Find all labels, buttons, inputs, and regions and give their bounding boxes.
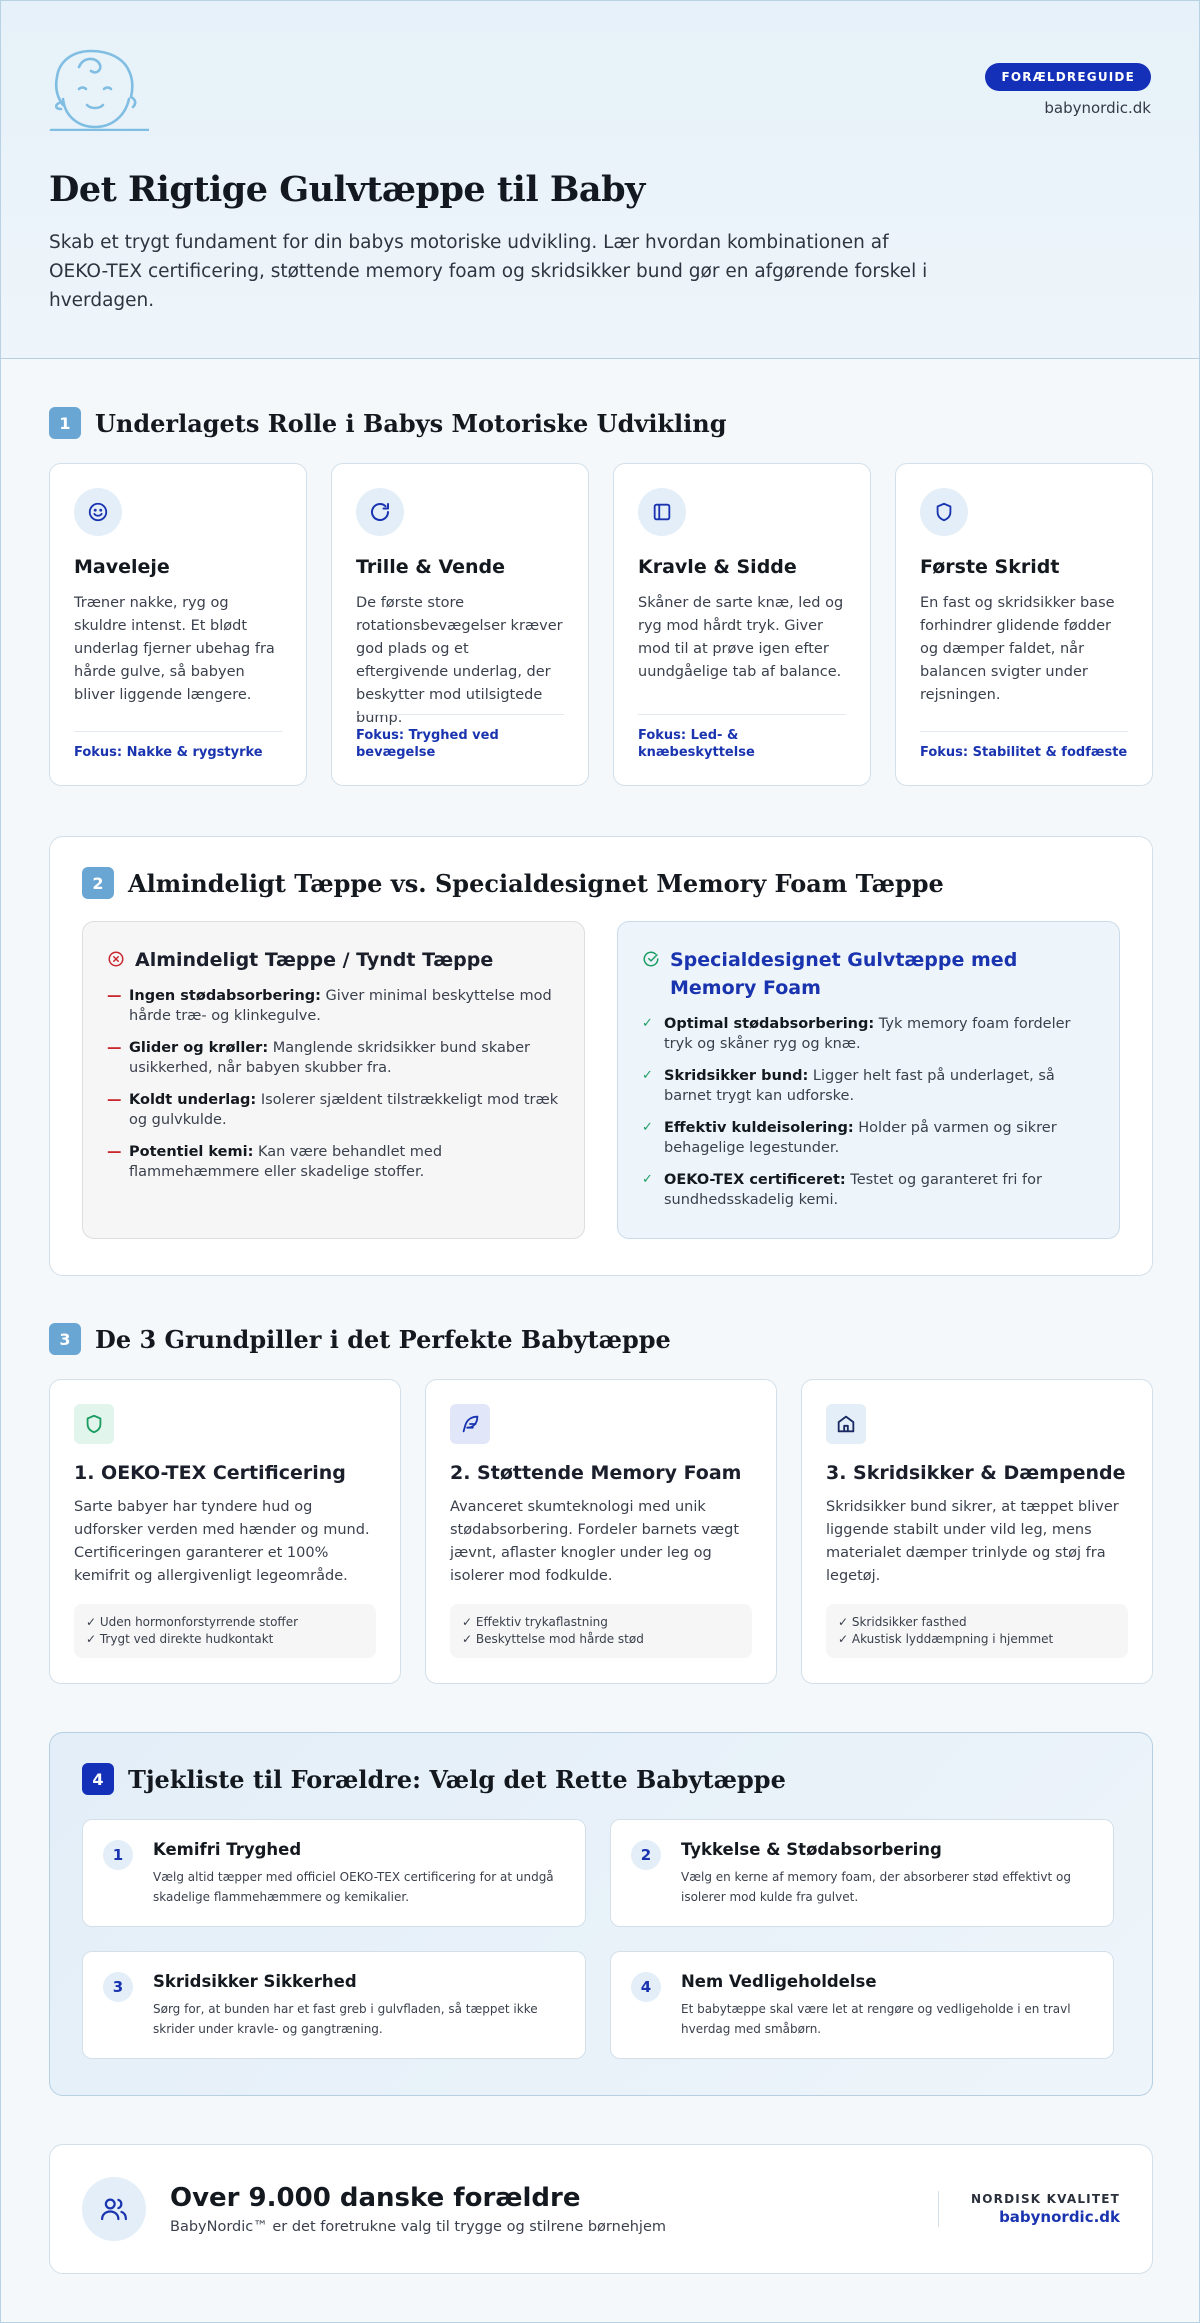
dash-icon: —: [107, 1092, 122, 1108]
stage-title: Trille & Vende: [356, 556, 506, 578]
downside-list: [107, 986, 560, 1182]
checklist-text: Sørg for, at bunden har et fast greb i gulvfladen, så tæppet ikke skrider under kravle- og gangtræning.: [153, 2002, 538, 2036]
checklist-text: Vælg en kerne af memory foam, der absorberer stød effektivt og isolerer mod kulde fra gulvet.: [681, 1870, 1071, 1904]
pillar-bullets: [74, 1604, 376, 1658]
pillar-text: Skridsikker bund sikrer, at tæppet bliver liggende stabilt under vild leg, mens materialet dæmper trinlyde og støj fra legetøj.: [826, 1499, 1119, 1584]
checklist-title: Skridsikker Sikkerhed: [153, 1972, 357, 1991]
comparison-title: Specialdesignet Gulvtæppe med Memory Foam: [670, 949, 1018, 999]
pillar-cards: [49, 1379, 1153, 1684]
comparison-title: Almindeligt Tæppe / Tyndt Tæppe: [135, 949, 494, 971]
comparison: [82, 921, 1120, 1239]
section-title: Underlagets Rolle i Babys Motoriske Udvikling: [95, 408, 727, 438]
section-heading: [49, 407, 1153, 439]
section-number: 1: [49, 407, 81, 439]
rotate-icon: [356, 488, 404, 536]
section-motor-development: [49, 407, 1153, 786]
comparison-heading: [642, 946, 1095, 1002]
checklist-number: 2: [631, 1840, 661, 1870]
stage-text: Træner nakke, ryg og skuldre intenst. Et blødt underlag fjerner ubehag fra hårde gulve, så babyen bliver liggende længere.: [74, 595, 275, 703]
stage-focus: Fokus: Stabilitet & fodfæste: [920, 731, 1128, 761]
checklist-number: 3: [103, 1972, 133, 2002]
checklist-number: 1: [103, 1840, 133, 1870]
footer-subtitle: BabyNordic™ er det foretrukne valg til trygge og stilrene børnehjem: [170, 2219, 667, 2235]
dash-icon: —: [107, 1144, 122, 1160]
memory-foam-rug-box: [617, 921, 1120, 1239]
section-number: 3: [49, 1323, 81, 1355]
dash-icon: —: [107, 1040, 122, 1056]
check-icon: ✓: [642, 1016, 653, 1031]
stage-title: Første Skridt: [920, 556, 1060, 578]
stage-card: [49, 463, 307, 786]
benefit-list: [642, 1014, 1095, 1210]
checklist-item: [82, 1951, 586, 2059]
pillar-card: [49, 1379, 401, 1684]
comparison-heading: [107, 946, 560, 974]
check-circle-icon: [642, 950, 660, 968]
pillar-bullets: [450, 1604, 752, 1658]
list-item: — Potentiel kemi: Kan være behandlet med flammehæmmere eller skadelige stoffer.: [107, 1144, 443, 1180]
bullet: ✓ Beskyttelse mod hårde stød: [462, 1632, 644, 1646]
footer-title: Over 9.000 danske forældre: [170, 2183, 581, 2213]
checklist-title: Tykkelse & Stødabsorbering: [681, 1840, 942, 1859]
check-icon: ✓: [642, 1120, 653, 1135]
stage-card: [613, 463, 871, 786]
pillar-card: [425, 1379, 777, 1684]
checklist-title: Kemifri Tryghed: [153, 1840, 302, 1859]
section-title: De 3 Grundpiller i det Perfekte Babytæppe: [95, 1324, 671, 1354]
stage-card: [331, 463, 589, 786]
section-title: Tjekliste til Forældre: Vælg det Rette Babytæppe: [128, 1764, 786, 1794]
checklist-number: 4: [631, 1972, 661, 2002]
smile-icon: [74, 488, 122, 536]
stage-cards: [49, 463, 1153, 786]
stage-text: Skåner de sarte knæ, led og ryg mod hårdt tryk. Giver mod til at prøve igen efter uundgåelige tab af balance.: [638, 595, 844, 680]
checklist-grid: [82, 1819, 1120, 2059]
stage-focus: Fokus: Nakke & rygstyrke: [74, 731, 282, 761]
checklist-text: Et babytæppe skal være let at rengøre og vedligeholde i en travl hverdag med småbørn.: [681, 2002, 1071, 2036]
dash-icon: —: [107, 988, 122, 1004]
list-item: ✓ OEKO-TEX certificeret: Testet og garanteret fri for sundhedsskadelig kemi.: [642, 1172, 1042, 1208]
checklist-item: [610, 1819, 1114, 1927]
brand-box: [985, 63, 1151, 117]
x-circle-icon: [107, 950, 125, 968]
section-number: 2: [82, 867, 114, 899]
footer-kicker: NORDISK KVALITET: [971, 2192, 1120, 2206]
footer-text: [170, 2183, 666, 2235]
bullet: ✓ Trygt ved direkte hudkontakt: [86, 1632, 274, 1646]
section-title: Almindeligt Tæppe vs. Specialdesignet Memory Foam Tæppe: [128, 868, 944, 898]
checklist-text: Vælg altid tæpper med officiel OEKO-TEX certificering for at undgå skadelige flammehæmmere og kemikalier.: [153, 1870, 554, 1904]
list-item: — Ingen stødabsorbering: Giver minimal beskyttelse mod hårde træ- og klinkegulve.: [107, 988, 552, 1024]
bullet: ✓ Effektiv trykaflastning: [462, 1615, 608, 1629]
list-item: ✓ Effektiv kuldeisolering: Holder på varmen og sikrer behagelige legestunder.: [642, 1120, 1057, 1156]
pillar-title: 3. Skridsikker & Dæmpende: [826, 1462, 1126, 1484]
regular-rug-box: [82, 921, 585, 1239]
users-icon: [82, 2177, 146, 2241]
page-title: Det Rigtige Gulvtæppe til Baby: [49, 169, 645, 210]
list-item: — Glider og krøller: Manglende skridsikker bund skaber usikkerhed, når babyen skubber fra.: [107, 1040, 530, 1076]
checklist-title: Nem Vedligeholdelse: [681, 1972, 877, 1991]
section-pillars: [49, 1323, 1153, 1684]
pillar-bullets: [826, 1604, 1128, 1658]
list-item: ✓ Skridsikker bund: Ligger helt fast på underlaget, så barnet trygt kan udforske.: [642, 1068, 1055, 1104]
stage-title: Maveleje: [74, 556, 170, 578]
checklist-item: [610, 1951, 1114, 2059]
check-icon: ✓: [642, 1068, 653, 1083]
stage-title: Kravle & Sidde: [638, 556, 797, 578]
check-icon: ✓: [642, 1172, 653, 1187]
section-comparison: [49, 836, 1153, 1276]
section-heading: [82, 867, 1120, 899]
stage-text: En fast og skridsikker base forhindrer glidende fødder og dæmper faldet, når balancen svigter under rejsningen.: [920, 595, 1115, 703]
pillar-title: 2. Støttende Memory Foam: [450, 1462, 742, 1484]
stage-card: [895, 463, 1153, 786]
footer-url[interactable]: babynordic.dk: [999, 2208, 1120, 2226]
bullet: ✓ Skridsikker fasthed: [838, 1615, 967, 1629]
intro-text: Skab et trygt fundament for din babys motoriske udvikling. Lær hvordan kombinationen af OEKO-TEX certificering, støttende memory foam og skridsikker bund gør en afgørende forskel i hverdagen.: [49, 232, 928, 311]
section-heading: [49, 1323, 1153, 1355]
list-item: ✓ Optimal stødabsorbering: Tyk memory foam fordeler tryk og skåner ryg og knæ.: [642, 1016, 1071, 1052]
pillar-text: Sarte babyer har tyndere hud og udforsker verden med hænder og mund. Certificeringen garanterer et 100% kemifrit og allergivenligt legeområde.: [74, 1499, 370, 1584]
home-icon: [826, 1404, 866, 1444]
section-checklist: [49, 1732, 1153, 2096]
footer-brand: [938, 2191, 1120, 2227]
baby-face-logo-icon: [49, 47, 149, 131]
checklist-item: [82, 1819, 586, 1927]
footer-card: [49, 2144, 1153, 2274]
bullet: ✓ Uden hormonforstyrrende stoffer: [86, 1615, 299, 1629]
guide-badge: FORÆLDREGUIDE: [985, 63, 1151, 91]
pillar-text: Avanceret skumteknologi med unik stødabsorbering. Fordeler barnets vægt jævnt, aflaster knogler under leg og isolerer mod fodkulde.: [450, 1499, 740, 1584]
shield-icon: [74, 1404, 114, 1444]
stage-text: De første store rotationsbevægelser kræver god plads og et eftergivende underlag, der beskytter mod utilsigtede bump.: [356, 595, 563, 726]
header: [1, 1, 1199, 359]
panel-icon: [638, 488, 686, 536]
stage-focus: Fokus: Led- & knæbeskyttelse: [638, 714, 846, 761]
brand-url[interactable]: babynordic.dk: [1044, 99, 1151, 117]
shield-icon: [920, 488, 968, 536]
section-number: 4: [82, 1763, 114, 1795]
section-heading: [82, 1763, 1120, 1795]
list-item: — Koldt underlag: Isolerer sjældent tilstrækkeligt mod træk og gulvkulde.: [107, 1092, 559, 1128]
feather-icon: [450, 1404, 490, 1444]
pillar-card: [801, 1379, 1153, 1684]
bullet: ✓ Akustisk lyddæmpning i hjemmet: [838, 1632, 1054, 1646]
pillar-title: 1. OEKO-TEX Certificering: [74, 1462, 346, 1484]
stage-focus: Fokus: Tryghed ved bevægelse: [356, 714, 564, 761]
